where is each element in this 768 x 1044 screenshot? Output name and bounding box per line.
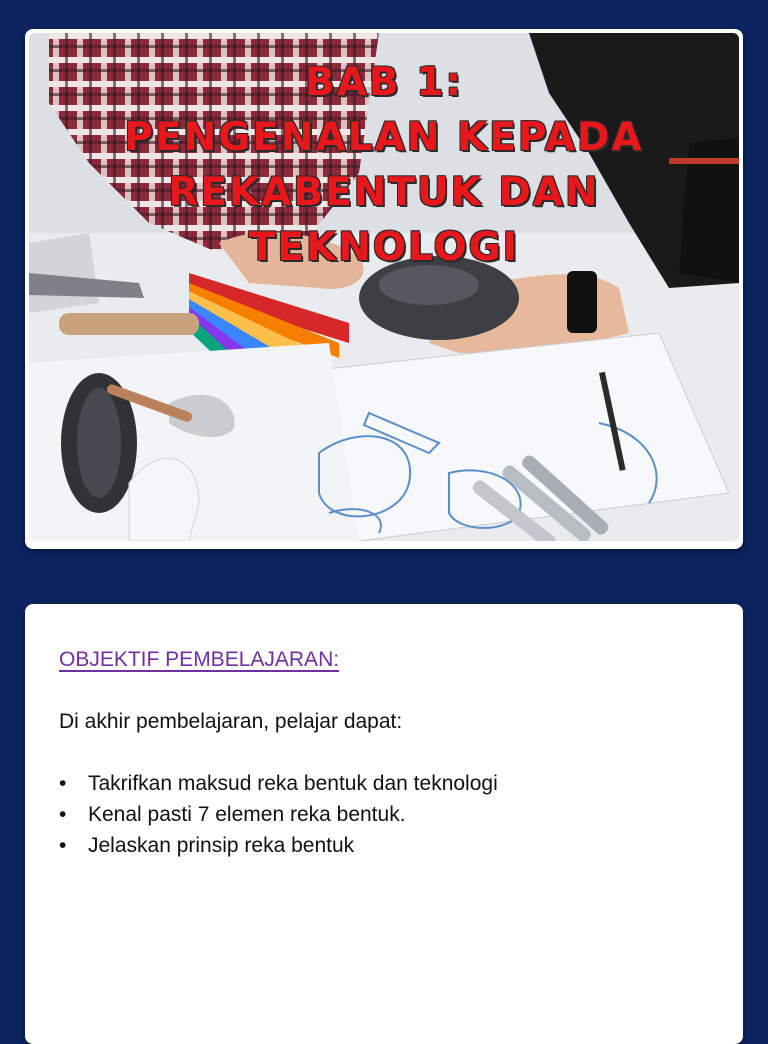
list-item xyxy=(59,768,498,799)
list-item xyxy=(59,830,498,861)
title-slide xyxy=(25,29,743,549)
objectives-heading: OBJEKTIF PEMBELAJARAN: xyxy=(59,648,340,671)
title-line: REKABENTUK DAN xyxy=(168,170,600,215)
bullet-icon: • xyxy=(59,772,67,795)
title-line: PENGENALAN KEPADA xyxy=(124,115,644,160)
title-line: TEKNOLOGI xyxy=(248,225,520,270)
title-line: BAB 1: xyxy=(305,60,463,105)
objectives-slide xyxy=(25,604,743,1044)
list-item xyxy=(59,799,498,830)
bullet-icon: • xyxy=(59,803,67,826)
list-item-text: Takrifkan maksud reka bentuk dan teknologi xyxy=(88,772,498,795)
list-item-text: Kenal pasti 7 elemen reka bentuk. xyxy=(88,803,406,826)
bullet-icon: • xyxy=(59,834,67,857)
objectives-list xyxy=(59,768,498,861)
slide-title xyxy=(29,55,739,275)
list-item-text: Jelaskan prinsip reka bentuk xyxy=(88,834,355,857)
objectives-intro: Di akhir pembelajaran, pelajar dapat: xyxy=(59,710,403,733)
